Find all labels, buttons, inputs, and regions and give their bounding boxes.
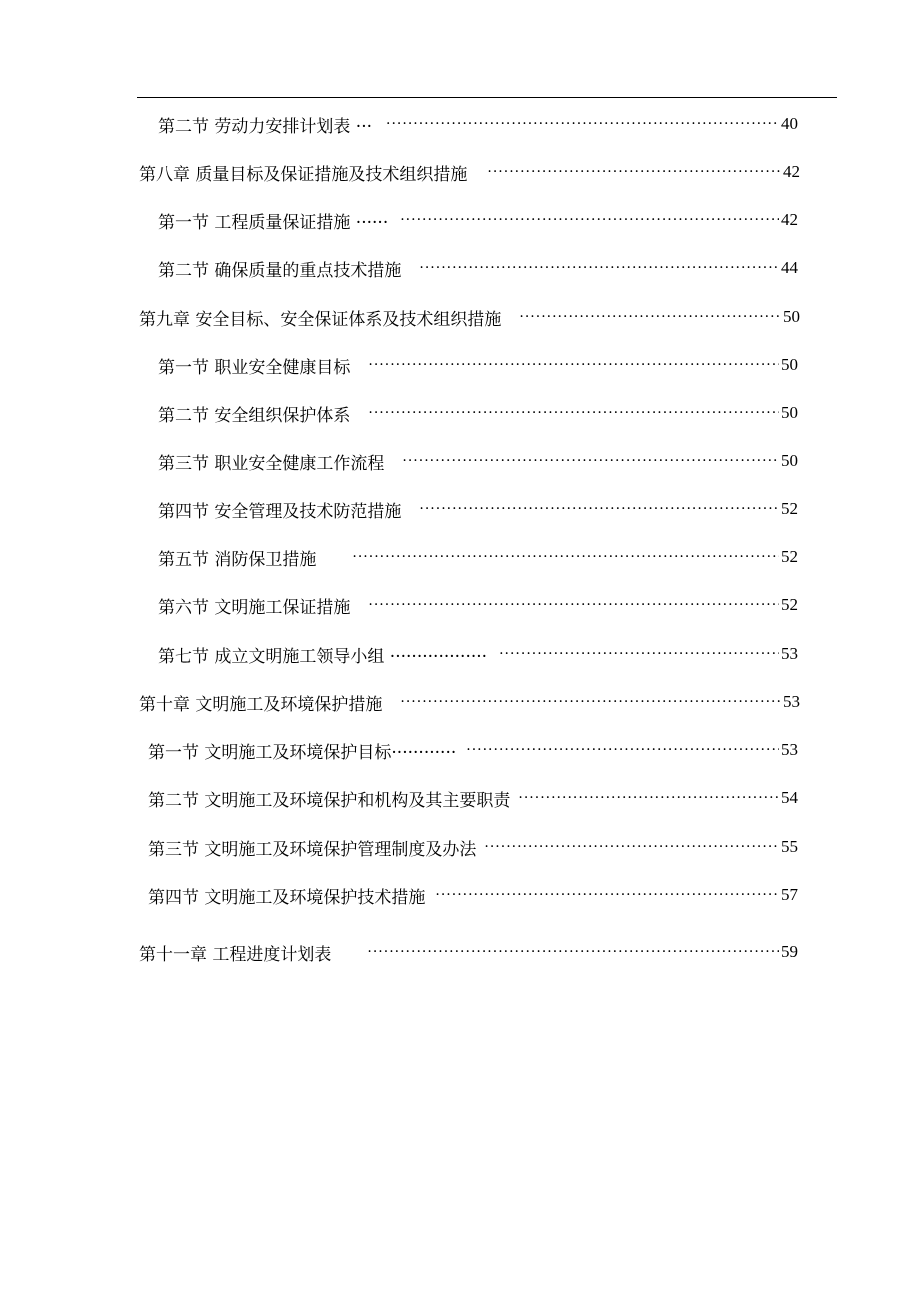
toc-entry-page: 59 bbox=[781, 942, 798, 961]
toc-leader-dots bbox=[419, 497, 779, 521]
toc-entry[interactable] bbox=[148, 835, 798, 859]
toc-leader-dots bbox=[367, 940, 779, 964]
toc-leader-dots bbox=[352, 545, 779, 569]
toc-entry-page: 57 bbox=[781, 885, 798, 904]
toc-entry[interactable] bbox=[158, 593, 798, 617]
toc-entry-label: 第六节 文明施工保证措施 bbox=[158, 597, 351, 618]
toc-entry-label: 第一节 职业安全健康目标 bbox=[158, 357, 351, 378]
toc-leader-dots bbox=[487, 160, 781, 184]
toc-leader-dots bbox=[368, 353, 779, 377]
toc-entry[interactable] bbox=[148, 883, 798, 907]
toc-leader-dots bbox=[466, 738, 779, 762]
toc-entry-label: 第十一章 工程进度计划表 bbox=[139, 944, 332, 965]
toc-leader-dots bbox=[484, 835, 779, 859]
toc-entry-label: 第一节 工程质量保证措施 ······ bbox=[158, 212, 389, 233]
toc-entry[interactable] bbox=[148, 738, 798, 762]
toc-entry[interactable] bbox=[139, 690, 800, 714]
toc-leader-dots bbox=[368, 593, 779, 617]
toc-entry-label: 第一节 文明施工及环境保护目标············ bbox=[148, 742, 457, 763]
toc-entry-page: 53 bbox=[783, 692, 800, 711]
toc-entry-page: 50 bbox=[781, 355, 798, 374]
toc-entry-label: 第八章 质量目标及保证措施及技术组织措施 bbox=[139, 164, 468, 185]
toc-entry[interactable] bbox=[158, 449, 798, 473]
toc-leader-dots bbox=[402, 449, 779, 473]
toc-entry-page: 50 bbox=[781, 451, 798, 470]
toc-entry-page: 52 bbox=[781, 595, 798, 614]
toc-entry-label: 第四节 安全管理及技术防范措施 bbox=[158, 501, 402, 522]
toc-entry-label: 第二节 确保质量的重点技术措施 bbox=[158, 260, 402, 281]
toc-entry-page: 42 bbox=[781, 210, 798, 229]
toc-entry[interactable] bbox=[139, 160, 800, 184]
toc-entry-label: 第九章 安全目标、安全保证体系及技术组织措施 bbox=[139, 309, 502, 330]
toc-entry[interactable] bbox=[148, 786, 798, 810]
toc-leader-dots bbox=[419, 256, 779, 280]
toc-entry[interactable] bbox=[139, 940, 798, 964]
toc-leader-dots bbox=[400, 690, 781, 714]
toc-leader-dots bbox=[499, 642, 779, 666]
toc-entry-page: 52 bbox=[781, 499, 798, 518]
toc-entry-label: 第四节 文明施工及环境保护技术措施 bbox=[148, 887, 426, 908]
toc-entry-page: 42 bbox=[783, 162, 800, 181]
toc-entry-page: 53 bbox=[781, 740, 798, 759]
toc-entry[interactable] bbox=[158, 208, 798, 232]
toc-entry-page: 50 bbox=[783, 307, 800, 326]
toc-entry-label: 第五节 消防保卫措施 bbox=[158, 549, 317, 570]
toc-entry-label: 第二节 安全组织保护体系 bbox=[158, 405, 351, 426]
toc-entry-page: 40 bbox=[781, 114, 798, 133]
toc-entry-label: 第三节 文明施工及环境保护管理制度及办法 bbox=[148, 839, 477, 860]
toc-leader-dots bbox=[519, 305, 781, 329]
toc-leader-dots bbox=[400, 208, 779, 232]
toc-entry[interactable] bbox=[158, 401, 798, 425]
toc-entry-page: 54 bbox=[781, 788, 798, 807]
toc-entry-page: 50 bbox=[781, 403, 798, 422]
toc-leader-dots bbox=[368, 401, 779, 425]
toc-entry-label: 第十章 文明施工及环境保护措施 bbox=[139, 694, 383, 715]
toc-entry-label: 第三节 职业安全健康工作流程 bbox=[158, 453, 385, 474]
toc-leader-dots bbox=[518, 786, 779, 810]
toc-entry-label: 第二节 劳动力安排计划表 ··· bbox=[158, 116, 373, 137]
toc-entry-label: 第七节 成立文明施工领导小组 ·················· bbox=[158, 646, 488, 667]
toc-leader-dots bbox=[386, 112, 779, 136]
toc-entry[interactable] bbox=[139, 305, 800, 329]
toc-entry-page: 52 bbox=[781, 547, 798, 566]
toc-entry-page: 55 bbox=[781, 837, 798, 856]
header-rule bbox=[137, 97, 837, 98]
toc-entry[interactable] bbox=[158, 497, 798, 521]
toc-entry-label: 第二节 文明施工及环境保护和机构及其主要职责 bbox=[148, 790, 511, 811]
toc-entry-page: 53 bbox=[781, 644, 798, 663]
toc-entry[interactable] bbox=[158, 256, 798, 280]
toc-entry[interactable] bbox=[158, 545, 798, 569]
toc-leader-dots bbox=[435, 883, 779, 907]
toc-entry[interactable] bbox=[158, 353, 798, 377]
toc-entry[interactable] bbox=[158, 112, 798, 136]
toc-entry-page: 44 bbox=[781, 258, 798, 277]
toc-entry[interactable] bbox=[158, 642, 798, 666]
